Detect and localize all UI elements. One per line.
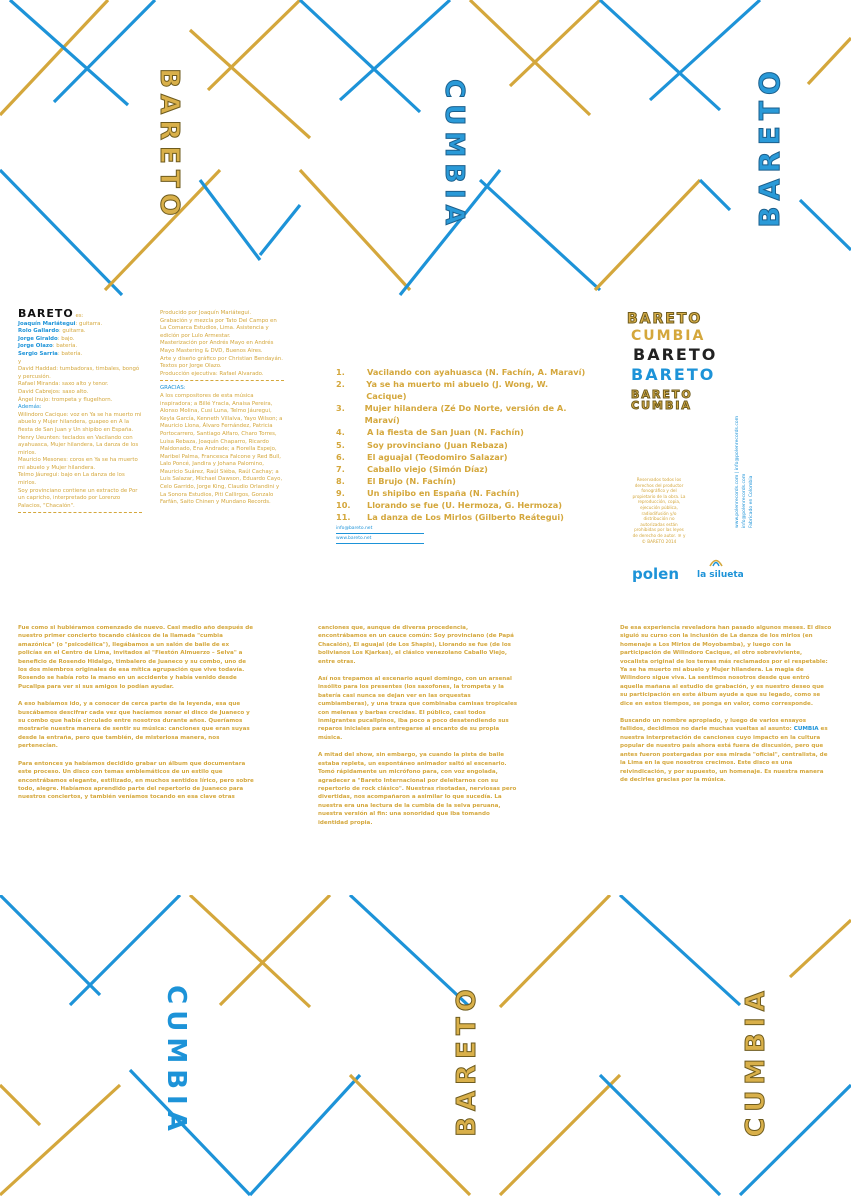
member-role: : batería. [57,350,83,357]
cumbia-vertical-logo-top-center: CUMBIA [438,79,469,231]
member-name: Jorge Olazo [18,343,53,350]
bareto-vertical-logo-top-right: BARETO [752,65,786,228]
legal-rotated-3: Fabricado en Colombia [749,475,754,528]
track-title: Vacilando con ayahuasca (N. Fachín, A. Maraví) [367,367,586,377]
tracklist [336,366,586,523]
cumbia-vertical-logo-bottom-left: CUMBIA [160,985,191,1137]
guest-row: Ángel Inujo: trompeta y flugelhorn. [18,396,113,403]
credits-members [18,307,142,515]
track-row [336,463,586,475]
ademas-row: Wilindoro Cacique: voz en Ya se ha muerto mi abuelo y Mujer hilandera, guapeo en A la fiesta de San Juan y Un shipibo en España. [18,411,142,433]
track-number: 6. [336,451,345,462]
prose-column-3 [620,624,832,793]
track-row [336,378,586,402]
track-title: Un shipibo en España (N. Fachín) [367,487,520,498]
stack-logo-bareto-dark: BARETO [633,345,718,364]
track-title: El aguajal (Teodomiro Salazar) [367,451,508,462]
bareto-vertical-logo-top-left: BARETO [153,68,184,222]
legal-rotated-1: www.polenrecords.com | info@polenrecords.com [735,415,740,528]
guest-row: David Haddad: tumbadoras, timbales, bongó y percusión. [18,366,140,380]
band-suffix: es: [75,313,84,319]
legal-notice: Reservados todos los derechos del productor fonográfico y del propietario de la obra. La reproducción, copia, ejecución pública, radiodifusión y/o distribución no autorizadas están prohibidas por las leyes de derecho de autor. ℗ y © BARETO 2014 [632,477,686,544]
track-number: 3. [336,403,345,414]
thanks-label: GRACIAS: [160,385,186,392]
stack-logo-bareto-small: BARETO [631,388,693,401]
ademas-label: Además: [18,404,42,411]
member-name: Rolo Gallardo [18,328,59,335]
track-row [336,487,586,499]
silueta-logo: la silueta [697,570,744,580]
track-row [336,499,586,511]
member-name: Sergio Sarria [18,350,58,357]
track-number: 5. [336,439,345,450]
bottom-zigzag-pattern [0,895,851,1200]
cumbia-highlight: CUMBIA [793,726,819,733]
track-title: Mujer hilandera (Zé Do Norte, versión de A. Maraví) [364,403,567,426]
polen-logo: polen [632,565,680,583]
prose-paragraph: A eso habíamos ido, y a conocer de cerca parte de la leyenda, esa que buscábamos descifrar cada vez que hacíamos sonar el disco de Juaneco y su combo que había circulado entre nosotros durante años. Queríamos mostrarle nuestra manera de sentir su música: canciones que eran suyas desde la entraña, pero que también, de misteriosa manera, nos pertenecían. [18,701,250,750]
member-name: Joaquín Mariátegui [18,320,76,327]
prose-paragraph: A mitad del show, sin embargo, ya cuando la pista de baile estaba repleta, un espontáneo animador saltó al escenario. Tomó rápidamente un micrófono para, con voz engolada, agradecer a "Bareto Internacional por deleitarnos con su repertorio de rock clásico". Nuestras risotadas, nerviosas pero divertidas, nos acompañaron a asimilar lo que sucedía. La nuestra era una lectura de la cumbia de la selva peruana, nuestra versión al fin: una sonoridad que iba tomando identidad propia. [318,752,517,826]
cumbia-vertical-logo-bottom-right: CUMBIA [740,985,771,1137]
member-row [18,321,142,329]
ademas-row: Soy provinciano contiene un extracto de Por un capricho, interpretado por Lorenzo Palacios, "Chacalón". [18,487,138,509]
guest-row: David Cabrejos: saxo alto. [18,388,89,395]
track-row [336,366,586,378]
prose-column-2 [318,624,518,836]
prose-paragraph: De esa experiencia reveladora han pasado algunos meses. El disco siguió su curso con la inclusión de La danza de los mirlos (en homenaje a Los Mirlos de Moyobamba), y luego con la participación de Wilindoro Cacique, el otro sobreviviente, vocalista original de los temas más reclamados por el respetable: Ya se ha muerto mi abuelo y Mujer hilandera. La magia de Wilindoro sigue viva. La sentimos nosotros desde que entró aquella mañana al estudio de grabación, y es nuestro deseo que su participación en este álbum ayude a que su legado, como se dice en estos tiempos, se ponga en valor, como corresponde. [620,625,832,707]
credits-production [160,310,284,507]
track-title: El Brujo (N. Fachín) [367,475,456,486]
track-number: 11. [336,512,351,523]
contact-links [336,524,424,544]
stack-logo-cumbia-gold: CUMBIA [631,328,706,344]
production-row: Textos por Jorge Olazo. [160,363,222,370]
member-role: : guitarra. [75,320,103,327]
band-title: BARETO [18,307,74,320]
dotted-divider [18,512,142,513]
production-row: Masterización por Andrés Mayo en Andrés Mayo Mastering & DVD, Buenos Aires. [160,340,274,354]
bareto-vertical-logo-bottom-center: BARETO [451,983,482,1137]
track-title: Ya se ha muerto mi abuelo (J. Wong, W. Cacique) [366,379,549,402]
prose-paragraph: canciones que, aunque de diversa procedencia, encontrábamos en un cauce común: Soy provinciano (de Papá Chacalón), El aguajal (de Los Shapis), Llorando se fue (de los bolivianos Los Kjarkas), el clásico venezolano Caballo Viejo, entre otras. [318,625,514,665]
production-row: Producción ejecutiva: Rafael Alvarado. [160,370,264,377]
legal-rotated-2: info@polenrecords.com [742,473,747,528]
prose-paragraph: Para entonces ya habíamos decidido grabar un álbum que documentara este proceso. Un disco con temas emblemáticos de un estilo que encontrábamos elegante, estilizado, en muchos sentidos lírico, pero sobre todo, alegre. Habíamos aprendido parte del repertorio de Juaneco para nuestros conciertos, y también veníamos tocando en esa clave otras [18,760,254,801]
top-zigzag-pattern [0,0,851,300]
track-title: A la fiesta de San Juan (N. Fachín) [367,427,524,438]
ademas-row: Mauricio Mesones: coros en Ya se ha muerto mi abuelo y Mujer hilandera. [18,457,138,471]
track-number: 7. [336,463,345,474]
website-link[interactable]: www.bareto.net [336,534,424,544]
member-role: : bajo. [57,335,75,342]
member-row [18,351,142,359]
stack-logo-cumbia-small: CUMBIA [631,399,692,412]
stack-logo-bareto-blue: BARETO [631,365,716,384]
track-row [336,475,586,487]
track-row [336,439,586,451]
track-number: 4. [336,427,345,438]
track-row [336,402,586,426]
stack-logo-bareto-gold: BARETO [627,311,703,327]
member-name: Jorge Giraldo [18,335,58,342]
production-row: Grabación y mezcla por Tato Del Campo en La Comarca Estudios, Lima. Asistencia y edición por Lulo Armestar. [160,317,277,339]
dotted-divider [160,380,284,381]
track-title: Llorando se fue (U. Hermoza, G. Hermoza) [367,500,562,511]
track-number: 1. [336,367,345,377]
stacked-logos [627,312,717,411]
track-row [336,511,586,523]
track-row [336,451,586,463]
prose-paragraph: Así nos trepamos al escenario aquel domingo, con un arsenal insólito para los presentes (los saxofones, la trompeta y la batería casi nunca se dejan ver en las orquestas cumbiamberas), y una traza que combinaba camisas tropicales con melenas y barbas crecidas. El público, casi todos inmigrantes pucallpinos, iba poco a poco desatendiendo sus reparos iniciales para entregarse al encanto de su propia música. [318,676,518,741]
track-row [336,426,586,438]
track-number: 10. [336,500,351,511]
track-title: Caballo viejo (Simón Díaz) [367,463,488,474]
track-number: 8. [336,475,345,486]
production-row: Producido por Joaquín Mariátegui. [160,310,252,316]
member-role: : batería. [52,343,78,350]
prose-paragraph: Fue como si hubiéramos comenzado de nuevo. Casi medio año después de nuestro primer concierto tocando clásicos de la llamada "cumbia amazónica" (o "psicodélica"), llegábamos a un salón de baile de ex policías en el Centro de Lima, invitados al "Fiestón Almuerzo – Selva" a beneficio de Rosendo Hidalgo, timbalero de Juaneco y su combo, uno de los dos miembros originales de esa mítica agrupación que vive todavía. Rosendo se había roto la mano en un accidente y había venido desde Pucallpa para ver si sus amigos lo podían ayudar. [18,625,253,690]
and-text: y [18,358,22,365]
member-row [18,343,142,351]
thanks-text: A los compositores de esta música inspiradora; a Billé Yracla, Anaisa Pereira, Alonso Molina, Cusi Luna, Telmo Jáuregui, Keyla García, Kenneth Villalva, Yayo Wilson; a Mauricio Llona, Álvaro Fernández, Patricia Portocarrero, Santiago Alfaro, Charo Torres, Luisa Rebaza, Joaquín Chaparro, Ricardo Maldonado, Ena Andrade; a Fiorella Espejo, Maribel Palma, Francesca Falcone y Red Bull, Lalo Poncé, Jandira y Johana Palomino, Mauricio Suárez, Raúl Siéba, Raúl Cachay; a Luis Salazar, Michael Dawson, Eduardo Cayo, Celo Garrido, Jorge King, Claudio Orlandini y La Sonora Estudios, Piti Callirgos, Gonzalo Farfán, Saito Chinen y Mundano Records. [160,392,283,506]
prose-paragraph: Buscando un nombre apropiado, y luego de varios ensayos fallidos, decidimos no darle muchas vueltas al asunto: CUMBIA es nuestra interpretación de canciones cuyo impacto en la cultura popular de nuestro país ahora está fuera de discusión, pero que antes fueron postergadas por esa mirada "oficial", centralista, de la Lima en la que nosotros crecimos. Este disco es una reivindicación, y por supuesto, un homenaje. Es nuestra manera de decirles gracias por la música. [620,718,828,783]
silueta-icon [709,555,723,567]
ademas-row: Telmo Jáuregui: bajo en La danza de los mirlos. [18,472,125,487]
track-number: 2. [336,379,345,390]
member-row [18,328,142,336]
ademas-row: Henry Ueunten: teclados en Vacilando con ayahuasca, Mujer hilandera, La danza de los mirlos. [18,434,139,456]
guest-row: Rafael Miranda: saxo alto y tenor. [18,381,109,388]
email-link[interactable]: info@bareto.net [336,524,424,534]
member-role: : guitarra. [58,328,86,335]
track-title: La danza de Los Mirlos (Gilberto Reátegui) [367,512,564,523]
track-number: 9. [336,487,345,498]
track-title: Soy provinciano (Juan Rebaza) [367,439,508,450]
prose-column-1 [18,624,254,811]
production-row: Arte y diseño gráfico por Christian Bendayán. [160,355,283,362]
